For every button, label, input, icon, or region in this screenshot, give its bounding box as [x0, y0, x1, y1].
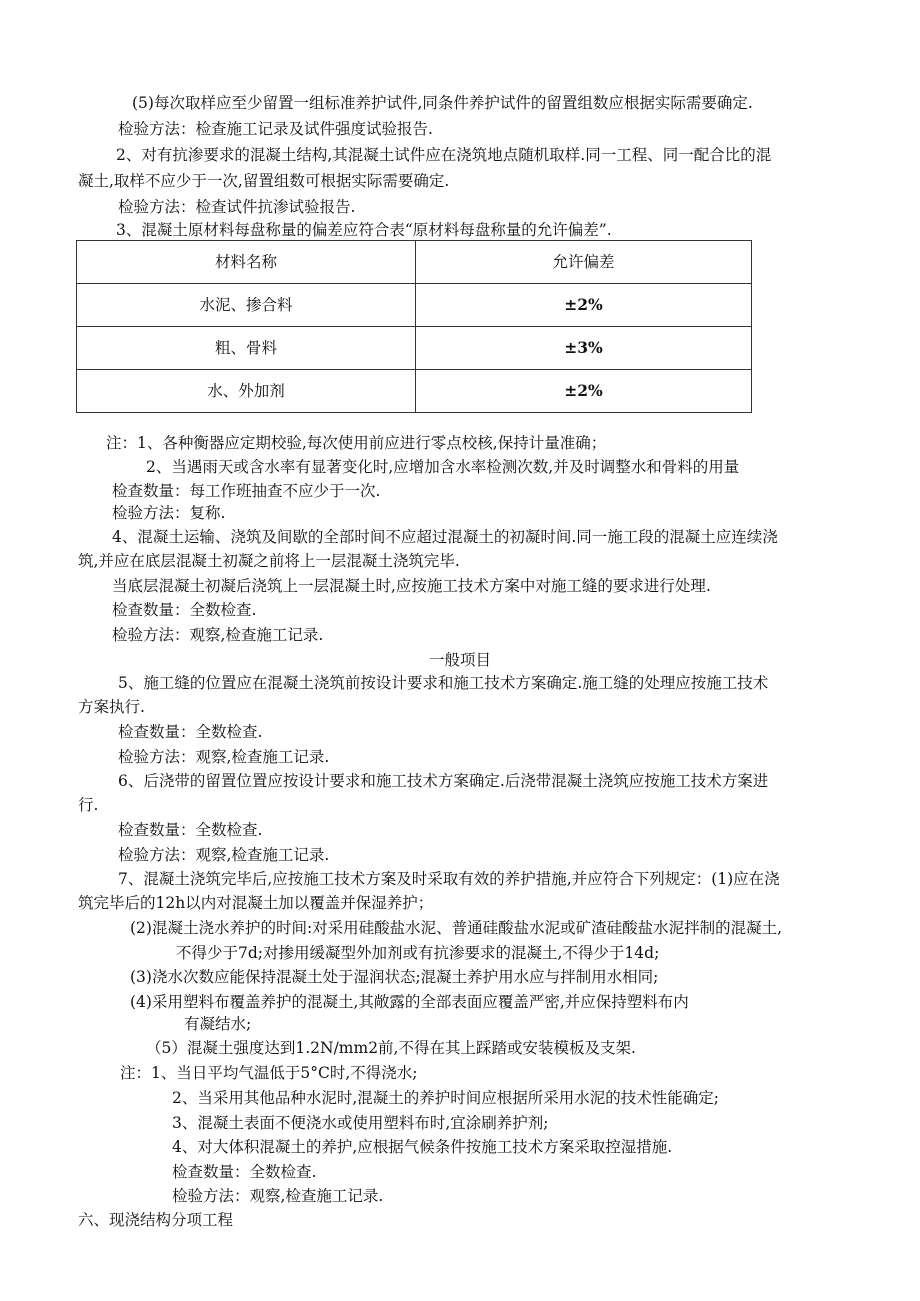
section-heading: 六、现浇结构分项工程 — [78, 1211, 234, 1229]
table-header: 允许偏差 — [416, 241, 752, 284]
table-header: 材料名称 — [77, 241, 416, 284]
text-line: 3、混凝土原材料每盘称量的偏差应符合表“原材料每盘称量的允许偏差”. — [116, 221, 612, 239]
text-line: 行. — [78, 796, 99, 814]
table-row — [77, 370, 752, 413]
text-line: 不得少于7d;对掺用缓凝型外加剂或有抗渗要求的混凝土,不得少于14d; — [176, 944, 660, 962]
text-line: 检验方法：复称. — [112, 504, 226, 522]
text-line: (5)每次取样应至少留置一组标准养护试件,同条件养护试件的留置组数应根据实际需要确定. — [132, 94, 753, 112]
text-line: 筑,并应在底层混凝土初凝之前将上一层混凝土浇筑完毕. — [78, 552, 460, 570]
note-line: 注：1、当日平均气温低于5°C时,不得浇水; — [120, 1064, 418, 1082]
text-line: 检验方法：检查试件抗渗试验报告. — [118, 198, 356, 216]
text-line: 6、后浇带的留置位置应按设计要求和施工技术方案确定.后浇带混凝土浇筑应按施工技术方案进 — [118, 772, 769, 790]
table-cell: ±2% — [416, 284, 752, 327]
text-line: 5、施工缝的位置应在混凝土浇筑前按设计要求和施工技术方案确定.施工缝的处理应按施工技术 — [118, 674, 769, 692]
text-line: (2)混凝土浇水养护的时间:对采用硅酸盐水泥、普通硅酸盐水泥或矿渣硅酸盐水泥拌制的混凝土, — [130, 919, 783, 937]
text-line: 2、对有抗渗要求的混凝土结构,其混凝土试件应在浇筑地点随机取样.同一工程、同一配合比的混 — [116, 146, 772, 164]
text-line: 凝土,取样不应少于一次,留置组数可根据实际需要确定. — [78, 172, 450, 190]
note-line: 2、当遇雨天或含水率有显著变化时,应增加含水率检测次数,并及时调整水和骨料的用量 — [146, 458, 740, 476]
text-line: 检验方法：观察,检查施工记录. — [172, 1187, 384, 1205]
table-row — [77, 327, 752, 370]
text-line: 检验方法：检查施工记录及试件强度试验报告. — [118, 120, 433, 138]
text-line: 检查数量：全数检查. — [118, 723, 263, 741]
text-line: （5）混凝土强度达到1.2N/mm2前,不得在其上踩踏或安装模板及支架. — [146, 1039, 636, 1057]
text-line: 检查数量：每工作班抽查不应少于一次. — [112, 482, 381, 500]
text-line: 检验方法：观察,检查施工记录. — [112, 626, 324, 644]
section-title: 一般项目 — [428, 651, 491, 669]
note-line: 4、对大体积混凝土的养护,应根据气候条件按施工技术方案采取控湿措施. — [172, 1138, 673, 1156]
table-cell: ±3% — [416, 327, 752, 370]
table-cell: 水泥、掺合料 — [77, 284, 416, 327]
text-line: 当底层混凝土初凝后浇筑上一层混凝土时,应按施工技术方案中对施工缝的要求进行处理. — [112, 577, 711, 595]
table-cell: 粗、骨料 — [77, 327, 416, 370]
table-cell: ±2% — [416, 370, 752, 413]
table-header-row — [77, 241, 752, 284]
tolerance-table — [76, 240, 752, 413]
text-line: (3)浇水次数应能保持混凝土处于湿润状态;混凝土养护用水应与拌制用水相同; — [130, 968, 659, 986]
note-line: 3、混凝土表面不便浇水或使用塑料布时,宜涂刷养护剂; — [172, 1114, 549, 1132]
text-line: 检验方法：观察,检查施工记录. — [118, 846, 330, 864]
text-line: 7、混凝土浇筑完毕后,应按施工技术方案及时采取有效的养护措施,并应符合下列规定：(1)应在浇 — [118, 870, 780, 888]
text-line: 检查数量：全数检查. — [112, 601, 257, 619]
note-line: 注：1、各种衡器应定期校验,每次使用前应进行零点校核,保持计量准确； — [106, 434, 607, 452]
text-line: 4、混凝土运输、浇筑及间歇的全部时间不应超过混凝土的初凝时间.同一施工段的混凝土应连续浇 — [112, 528, 778, 546]
text-line: 检查数量：全数检查. — [118, 821, 263, 839]
text-line: 检验方法：观察,检查施工记录. — [118, 748, 330, 766]
table-row — [77, 284, 752, 327]
text-line: 方案执行. — [78, 698, 145, 716]
text-line: 筑完毕后的12h以内对混凝土加以覆盖并保湿养护； — [78, 894, 434, 912]
text-line: 有凝结水; — [184, 1015, 252, 1033]
table-cell: 水、外加剂 — [77, 370, 416, 413]
text-line: (4)采用塑料布覆盖养护的混凝土,其敞露的全部表面应覆盖严密,并应保持塑料布内 — [130, 993, 689, 1011]
text-line: 检查数量：全数检查. — [172, 1163, 317, 1181]
note-line: 2、当采用其他品种水泥时,混凝土的养护时间应根据所采用水泥的技术性能确定; — [172, 1089, 720, 1107]
